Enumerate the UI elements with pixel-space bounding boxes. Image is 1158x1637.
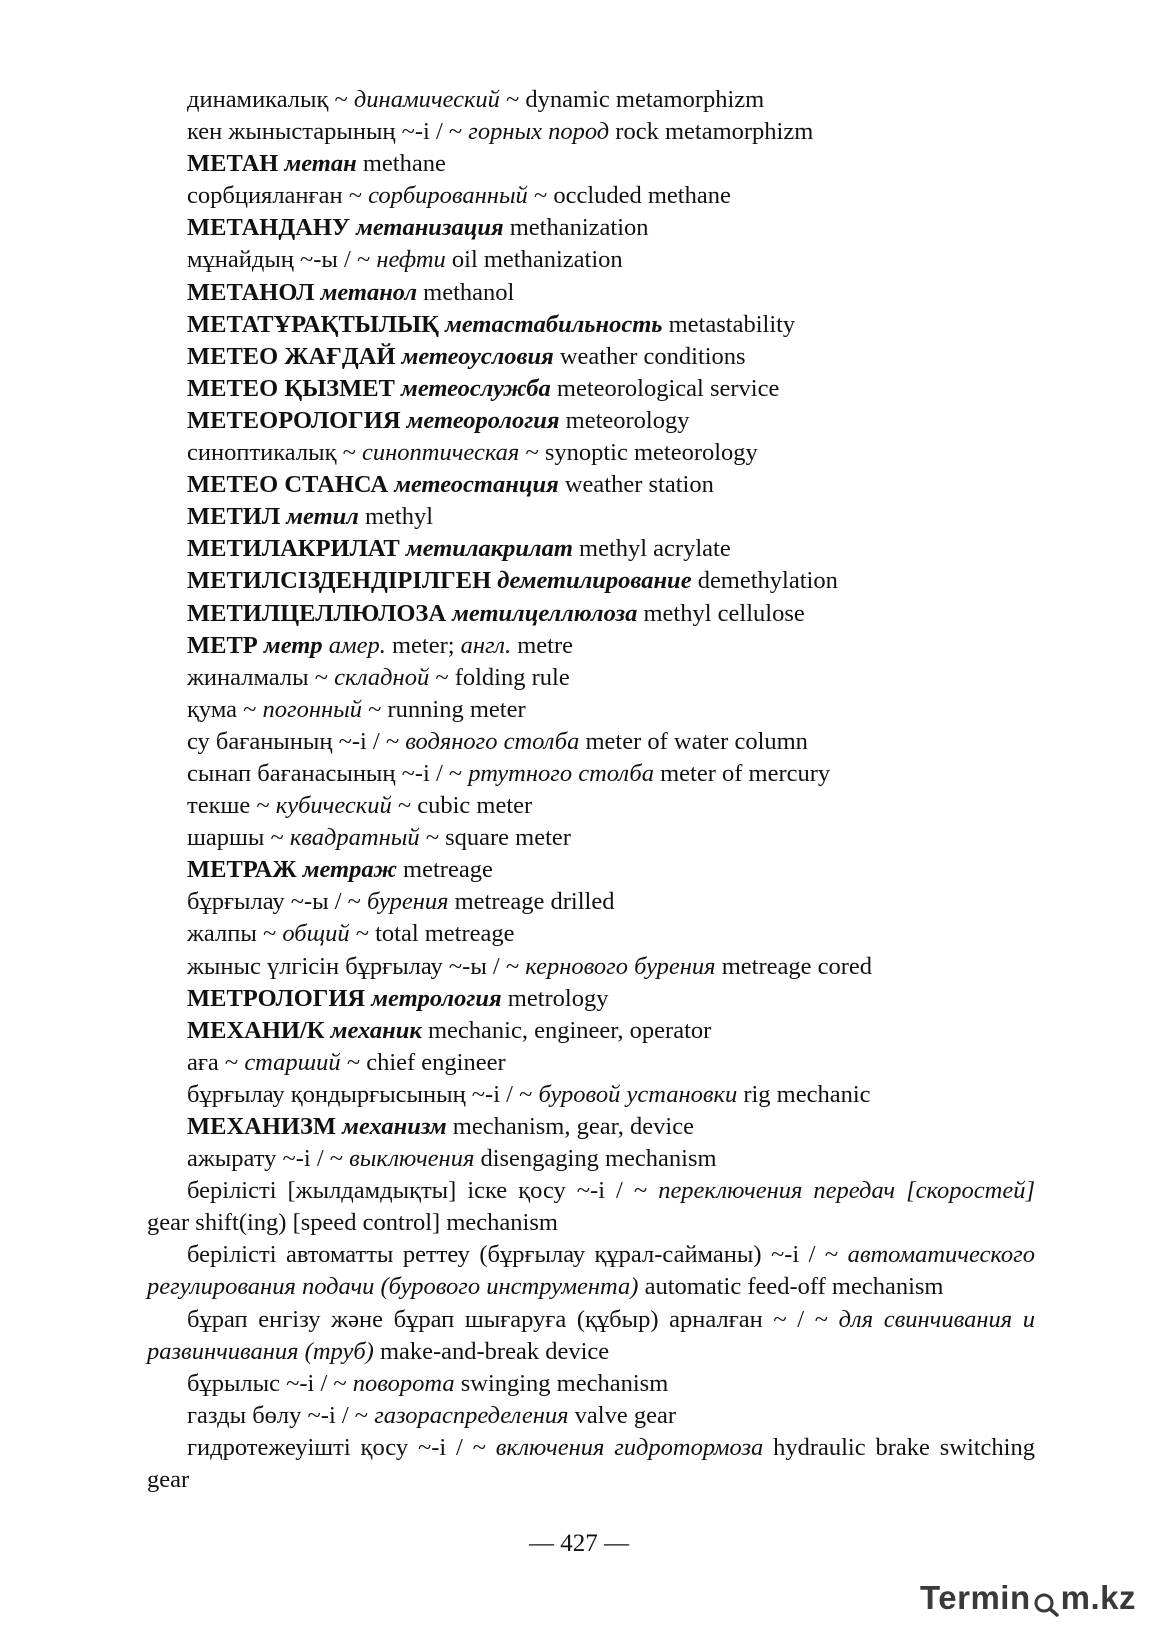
dictionary-page [147,84,1042,1496]
entry-text: methanization [503,214,649,242]
entry-russian-term: погонный [262,695,363,723]
entry-russian-term: автоматического регулирования подачи (бурового инструмента) [147,1241,1042,1301]
entry-headword: МЕТАНОЛ [187,278,321,306]
dictionary-entry [147,662,1035,694]
dictionary-entry [147,469,1035,501]
dictionary-entry [147,277,1035,309]
dictionary-entry [147,1304,1042,1368]
entry-text: берілісті [жылдамдықты] іске қосу ~-і / ~ [187,1177,659,1205]
entry-text: meter of mercury [653,759,831,787]
entry-russian-headword: метеостанция [394,471,559,499]
entry-russian-term: для свинчивания и развинчивания (труб) [147,1305,1042,1365]
entry-text: сынап бағанасының ~-і / ~ [187,759,469,787]
entry-russian-term: горных пород [468,118,610,146]
entry-text: disengaging mechanism [474,1145,717,1173]
entry-russian-term: складной [334,663,430,691]
entry-russian-term: бурения [367,888,449,916]
dictionary-entry [147,1175,1042,1239]
entry-russian-headword: деметилирование [497,567,692,595]
dictionary-entry [147,1432,1042,1496]
entry-russian-term: англ. [460,631,512,659]
entry-headword: МЕТЕОРОЛОГИЯ [187,406,407,434]
entry-text: текше ~ [187,792,276,820]
dictionary-entry [147,951,1035,983]
dictionary-entry [147,1239,1042,1303]
entry-text: синоптикалық ~ [187,439,362,467]
entry-text: metrology [501,984,609,1012]
entry-russian-term: включения гидротормоза [495,1433,764,1461]
entry-russian-headword: метил [286,503,359,531]
entry-text: газды бөлу ~-і / ~ [187,1401,375,1429]
entry-text: қума ~ [187,695,263,723]
dictionary-entry [147,1368,1035,1400]
magnifier-icon [1031,1583,1061,1617]
entry-text: аға ~ [187,1048,245,1076]
entry-headword: МЕТЕО СТАНСА [187,471,395,499]
entry-list [147,84,1042,1496]
entry-text: бұрылыс ~-і / ~ [187,1369,353,1397]
entry-text: make-and-break device [373,1337,610,1365]
entry-headword: МЕТР [187,631,264,659]
entry-russian-headword: метеоусловия [401,342,554,370]
dictionary-entry [147,854,1035,886]
entry-text: жалпы ~ [187,920,283,948]
entry-text: жиналмалы ~ [187,663,335,691]
entry-text: methane [356,150,446,178]
dictionary-entry [147,1143,1035,1175]
entry-text: берілісті автоматты реттеу (бұрғылау құрал-сайманы) ~-і / ~ [187,1241,848,1269]
entry-text: ~ square meter [419,824,571,852]
entry-text: ~ running meter [362,695,526,723]
entry-text: бұрғылау ~-ы / ~ [187,888,368,916]
entry-russian-term: кубический [275,792,392,820]
dictionary-entry [147,180,1035,212]
entry-text: automatic feed-off mechanism [638,1273,944,1301]
watermark-suffix: m.kz [1060,1579,1136,1616]
entry-russian-term: переключения передач [скоростей] [658,1177,1035,1205]
entry-text: swinging mechanism [454,1369,669,1397]
entry-text: сорбцияланған ~ [187,182,369,210]
entry-text: rig mechanic [737,1080,871,1108]
dictionary-entry [147,341,1035,373]
watermark-prefix: Termin [920,1579,1031,1616]
entry-headword: МЕТИЛСІЗДЕНДІРІЛГЕН [187,567,498,595]
dictionary-entry [147,1079,1035,1111]
entry-headword: МЕТАН [187,150,285,178]
entry-text: meter; [385,631,461,659]
entry-text: жыныс үлгісін бұрғылау ~-ы / ~ [187,952,526,980]
entry-text: ~ total metreage [349,920,515,948]
dictionary-entry [147,726,1035,758]
entry-headword: МЕХАНИЗМ [187,1113,343,1140]
entry-text: mechanism, gear, device [446,1113,694,1140]
entry-russian-headword: метанол [320,278,418,306]
dictionary-entry [147,790,1035,822]
entry-text: weather conditions [553,342,746,370]
entry-text: gear shift(ing) [speed control] mechanism [147,1177,1042,1237]
entry-text: methyl acrylate [572,535,731,563]
entry-text: metastability [662,310,796,338]
dictionary-entry [147,212,1035,244]
entry-text: ~ dynamic metamorphizm [499,86,765,113]
entry-text: ~ synoptic meteorology [519,439,758,467]
dictionary-entry [147,501,1035,533]
dictionary-entry [147,244,1035,276]
dictionary-entry [147,1111,1035,1143]
entry-russian-term: поворота [352,1369,455,1397]
entry-russian-term: сорбированный [368,182,528,210]
entry-text: methanol [417,278,515,306]
entry-text: methyl [358,503,434,531]
dictionary-entry [147,533,1035,565]
entry-text: гидротежеуішті қосу ~-і / ~ [187,1433,496,1461]
entry-russian-headword: механизм [342,1113,447,1140]
entry-text: шаршы ~ [187,824,290,852]
dictionary-entry [147,1047,1035,1079]
entry-headword: МЕХАНИ/К [187,1016,331,1044]
entry-text: бұрап енгізу және бұрап шығаруға (құбыр) арналған ~ / ~ [187,1305,839,1333]
entry-russian-term: газораспределения [374,1401,569,1429]
entry-headword: МЕТИЛАКРИЛАТ [187,535,406,563]
dictionary-entry [147,405,1035,437]
dictionary-entry [147,886,1035,918]
entry-text: metre [511,631,574,659]
dictionary-entry [147,116,1035,148]
entry-text: meter of water column [579,727,808,755]
entry-headword: МЕТЕО ЖАҒДАЙ [187,342,402,370]
entry-text: rock metamorphizm [609,118,814,146]
entry-text: valve gear [568,1401,677,1429]
entry-russian-headword: метеорология [406,406,560,434]
entry-headword: МЕТАНДАНУ [187,214,357,242]
entry-headword: МЕТАТҰРАҚТЫЛЫҚ [187,310,446,338]
entry-text: mechanic, engineer, operator [421,1016,712,1044]
entry-text: oil methanization [445,246,623,274]
entry-headword: МЕТРАЖ [187,856,303,884]
entry-text: weather station [558,471,714,499]
dictionary-entry [147,918,1035,950]
dictionary-entry [147,822,1035,854]
entry-russian-headword: метр [263,631,323,659]
entry-russian-term: синоптическая [362,439,520,467]
entry-text: мұнайдың ~-ы / ~ [187,246,377,274]
entry-text: ~ cubic meter [391,792,533,820]
entry-russian-term: нефти [376,246,446,274]
entry-russian-term: амер. [328,631,386,659]
watermark-logo [920,1569,1136,1617]
dictionary-entry [147,1015,1035,1047]
entry-russian-headword: метанизация [356,214,504,242]
entry-russian-term: кернового бурения [525,952,716,980]
entry-headword: МЕТИЛЦЕЛЛЮЛОЗА [187,599,453,627]
entry-russian-term: динамический [353,86,500,113]
entry-text: hydraulic brake switching gear [147,1433,1042,1494]
page-number: — 427 — [529,1530,629,1557]
entry-russian-term: водяного столба [405,727,580,755]
entry-russian-headword: метеослужба [401,374,551,402]
entry-russian-term: ртутного столба [468,759,654,787]
entry-russian-term: буровой установки [538,1080,738,1108]
dictionary-entry [147,598,1035,630]
entry-text: су бағанының ~-і / ~ [187,727,406,755]
entry-headword: МЕТРОЛОГИЯ [187,984,372,1012]
entry-text: кен жыныстарының ~-і / ~ [187,118,469,146]
dictionary-entry [147,84,1035,116]
dictionary-entry [147,758,1035,790]
entry-russian-headword: метан [284,150,357,178]
entry-russian-headword: метраж [302,856,397,884]
entry-text: бұрғылау қондырғысының ~-і / ~ [187,1080,539,1108]
entry-text: meteorology [559,406,690,434]
entry-russian-headword: метилцеллюлоза [452,599,638,627]
entry-text: ~ chief engineer [340,1048,506,1076]
entry-text: demethylation [691,567,838,595]
entry-text: methyl cellulose [637,599,805,627]
dictionary-entry [147,983,1035,1015]
entry-russian-headword: метилакрилат [405,535,573,563]
dictionary-entry [147,309,1035,341]
dictionary-entry [147,148,1035,180]
dictionary-entry [147,373,1035,405]
entry-text: ажырату ~-і / ~ [187,1145,350,1173]
entry-russian-term: выключения [349,1145,475,1173]
entry-text: metreage [396,856,493,884]
entry-text: metreage drilled [448,888,615,916]
entry-text: динамикалық ~ [187,86,354,113]
dictionary-entry [147,694,1035,726]
entry-russian-headword: метастабильность [445,310,663,338]
entry-russian-term: старший [244,1048,341,1076]
entry-russian-term: общий [282,920,350,948]
dictionary-entry [147,565,1035,597]
dictionary-entry [147,437,1035,469]
entry-text: ~ folding rule [429,663,570,691]
entry-russian-headword: механик [330,1016,422,1044]
dictionary-entry [147,1400,1035,1432]
entry-text: metreage cored [715,952,873,980]
entry-text: meteorological service [550,374,780,402]
entry-headword: МЕТЕО ҚЫЗМЕТ [187,374,402,402]
entry-russian-term: квадратный [289,824,420,852]
entry-text: ~ occluded methane [527,182,731,210]
entry-headword: МЕТИЛ [187,503,287,531]
entry-russian-headword: метрология [371,984,502,1012]
dictionary-entry [147,630,1035,662]
